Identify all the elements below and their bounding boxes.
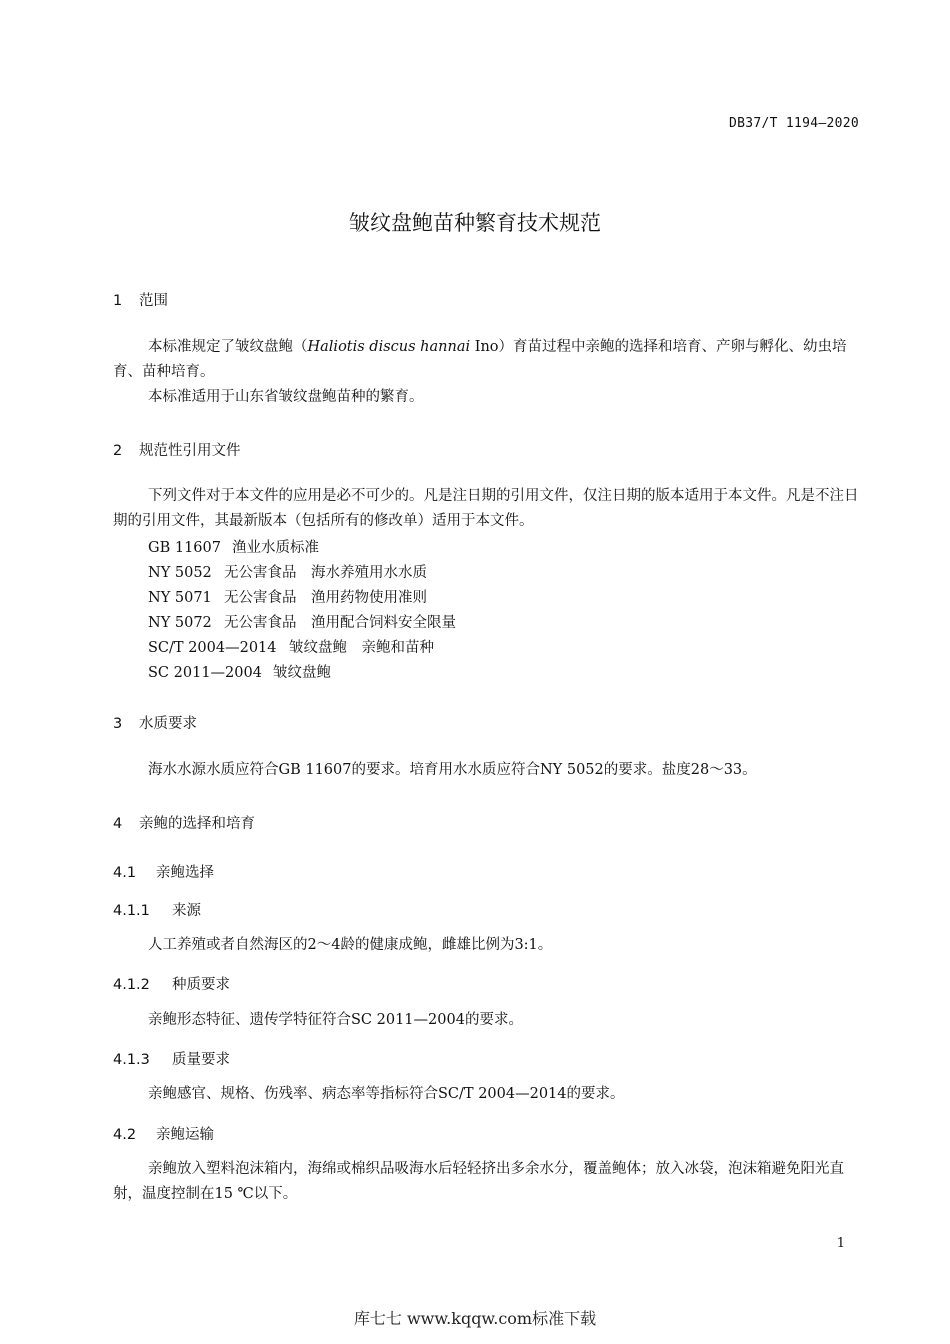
germplasm-paragraph: 亲鲍形态特征、遗传学特征符合SC 2011—2004的要求。 <box>148 1012 523 1028</box>
reference-item <box>148 561 427 582</box>
section-title: 质量要求 <box>172 1052 230 1068</box>
section-title: 规范性引用文件 <box>139 443 241 459</box>
section-title: 种质要求 <box>172 977 230 993</box>
section-title: 范围 <box>139 293 168 309</box>
reference-title: 无公害食品 海水养殖用水水质 <box>224 565 427 581</box>
section-title: 亲鲍运输 <box>156 1127 214 1143</box>
section-4-1-3-heading <box>113 1048 230 1069</box>
section-number: 3 <box>113 716 123 732</box>
section-1-heading <box>113 289 168 310</box>
reference-code: SC/T 2004—2014 <box>148 640 277 656</box>
section-title: 亲鲍的选择和培育 <box>139 816 255 832</box>
section-4-1-1-heading <box>113 899 201 920</box>
reference-title: 皱纹盘鲍 <box>273 665 331 681</box>
scope-applicability: 本标准适用于山东省皱纹盘鲍苗种的繁育。 <box>148 389 424 405</box>
section-number: 4.1.3 <box>113 1052 150 1068</box>
section-4-1-2-heading <box>113 973 230 994</box>
reference-item <box>148 636 434 657</box>
section-number: 4 <box>113 816 123 832</box>
reference-code: NY 5052 <box>148 565 212 581</box>
water-quality-paragraph: 海水水源水质应符合GB 11607的要求。培育用水水质应符合NY 5052的要求。盐度28～33。 <box>148 762 757 778</box>
reference-code: NY 5072 <box>148 615 212 631</box>
reference-item <box>148 611 456 632</box>
normative-references-paragraph: 下列文件对于本文件的应用是必不可少的。凡是注日期的引用文件，仅注日期的版本适用于本文件。凡是不注日期的引用文件，其最新版本（包括所有的修改单）适用于本文件。 <box>113 488 859 529</box>
reference-item <box>148 661 331 682</box>
scientific-name: Haliotis discus hannai <box>307 339 471 355</box>
document-title: 皱纹盘鲍苗种繁育技术规范 <box>349 211 601 235</box>
section-number: 4.1.2 <box>113 977 150 993</box>
reference-code: GB 11607 <box>148 540 221 556</box>
quality-paragraph: 亲鲍感官、规格、伤残率、病态率等指标符合SC/T 2004—2014的要求。 <box>148 1086 625 1102</box>
section-title: 水质要求 <box>139 716 197 732</box>
transport-paragraph: 亲鲍放入塑料泡沫箱内，海绵或棉织品吸海水后轻轻挤出多余水分，覆盖鲍体；放入冰袋，泡沫箱避免阳光直射，温度控制在15 ℃以下。 <box>113 1161 844 1202</box>
standard-code: DB37/T 1194—2020 <box>728 116 859 131</box>
section-4-heading <box>113 812 255 833</box>
section-number: 2 <box>113 443 123 459</box>
scope-text-b: Ino）育苗过程中亲鲍的选择和培育、产卵与孵化、幼虫培育、苗种培育。 <box>113 339 847 380</box>
section-4-2-heading <box>113 1123 214 1144</box>
scope-text-a: 本标准规定了皱纹盘鲍（ <box>148 339 308 355</box>
reference-title: 皱纹盘鲍 亲鲍和苗种 <box>289 640 434 656</box>
scope-paragraph <box>113 335 861 385</box>
section-title: 亲鲍选择 <box>156 865 214 881</box>
reference-title: 渔业水质标准 <box>232 540 319 556</box>
section-2-heading <box>113 439 241 460</box>
section-number: 4.1.1 <box>113 903 150 919</box>
section-title: 来源 <box>172 903 201 919</box>
reference-item <box>148 536 319 557</box>
reference-title: 无公害食品 渔用药物使用准则 <box>224 590 427 606</box>
footer-watermark: 库七七 www.kqqw.com标准下载 <box>353 1309 597 1328</box>
reference-code: NY 5071 <box>148 590 212 606</box>
section-4-1-heading <box>113 861 214 882</box>
reference-title: 无公害食品 渔用配合饲料安全限量 <box>224 615 456 631</box>
page-number: 1 <box>836 1236 845 1251</box>
source-paragraph: 人工养殖或者自然海区的2～4龄的健康成鲍，雌雄比例为3:1。 <box>148 937 553 953</box>
reference-item <box>148 586 427 607</box>
reference-code: SC 2011—2004 <box>148 665 262 681</box>
section-number: 1 <box>113 293 123 309</box>
section-3-heading <box>113 712 197 733</box>
section-number: 4.2 <box>113 1127 137 1143</box>
section-number: 4.1 <box>113 865 137 881</box>
